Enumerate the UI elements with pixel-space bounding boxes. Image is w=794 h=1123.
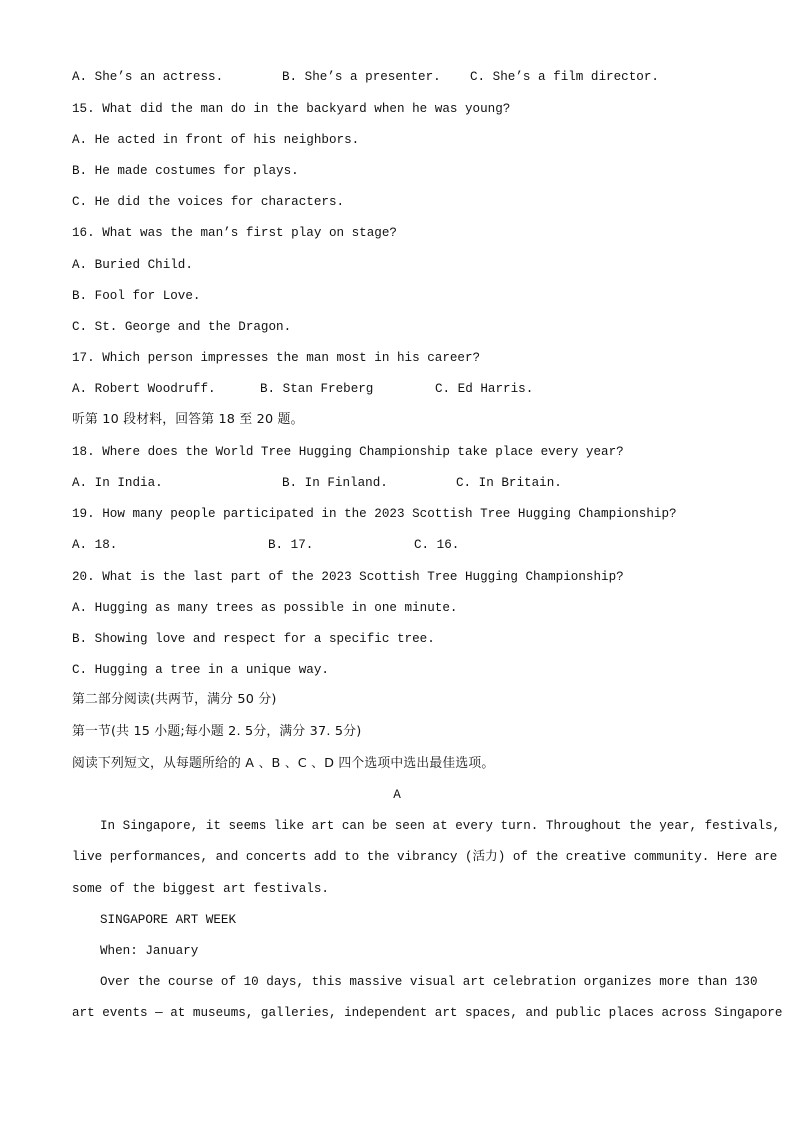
section1-heading: 第一节(共 15 小题;每小题 2. 5分，满分 37. 5分) bbox=[72, 724, 362, 739]
passage-p2-line2: art events — at museums, galleries, independent art spaces, and public places across Singapore bbox=[72, 1006, 783, 1020]
q20-question: 20. What is the last part of the 2023 Scottish Tree Hugging Championship? bbox=[72, 570, 624, 584]
q14-option-b: B. She’s a presenter. bbox=[282, 70, 441, 84]
event-when: When: January bbox=[100, 944, 199, 958]
q15-question: 15. What did the man do in the backyard when he was young? bbox=[72, 102, 511, 116]
q17-question: 17. Which person impresses the man most in his career? bbox=[72, 351, 481, 365]
passage-label: A bbox=[393, 788, 401, 802]
q19-option-c: C. 16. bbox=[414, 538, 460, 552]
q18-option-c: C. In Britain. bbox=[456, 476, 562, 490]
reading-instruction: 阅读下列短文，从每题所给的 A 、B 、C 、D 四个选项中选出最佳选项。 bbox=[72, 756, 495, 771]
q18-option-b: B. In Finland. bbox=[282, 476, 388, 490]
q20-option-c: C. Hugging a tree in a unique way. bbox=[72, 663, 329, 677]
passage-p1-line1: In Singapore, it seems like art can be seen at every turn. Throughout the year, festivals, bbox=[100, 819, 781, 833]
q15-option-c: C. He did the voices for characters. bbox=[72, 195, 345, 209]
q18-option-a: A. In India. bbox=[72, 476, 163, 490]
passage-p2-line1: Over the course of 10 days, this massive visual art celebration organizes more than 130 bbox=[100, 975, 758, 989]
part2-heading: 第二部分阅读(共两节，满分 50 分) bbox=[72, 692, 277, 707]
passage-p1-line3: some of the biggest art festivals. bbox=[72, 882, 329, 896]
q15-option-b: B. He made costumes for plays. bbox=[72, 164, 299, 178]
q20-option-a: A. Hugging as many trees as possible in one minute. bbox=[72, 601, 458, 615]
q16-option-c: C. St. George and the Dragon. bbox=[72, 320, 292, 334]
q17-option-c: C. Ed Harris. bbox=[435, 382, 534, 396]
q16-option-a: A. Buried Child. bbox=[72, 258, 193, 272]
q14-option-c: C. She’s a film director. bbox=[470, 70, 659, 84]
q19-option-b: B. 17. bbox=[268, 538, 314, 552]
q17-option-a: A. Robert Woodruff. bbox=[72, 382, 216, 396]
section10-instruction: 听第 10 段材料，回答第 18 至 20 题。 bbox=[72, 412, 304, 427]
q20-option-b: B. Showing love and respect for a specific tree. bbox=[72, 632, 435, 646]
q19-option-a: A. 18. bbox=[72, 538, 118, 552]
passage-p1-line2: live performances, and concerts add to the vibrancy (活力) of the creative community. Here are bbox=[72, 850, 778, 864]
q17-option-b: B. Stan Freberg bbox=[260, 382, 374, 396]
q16-option-b: B. Fool for Love. bbox=[72, 289, 201, 303]
q18-question: 18. Where does the World Tree Hugging Championship take place every year? bbox=[72, 445, 624, 459]
q14-option-a: A. She’s an actress. bbox=[72, 70, 224, 84]
q19-question: 19. How many people participated in the 2023 Scottish Tree Hugging Championship? bbox=[72, 507, 677, 521]
event-title: SINGAPORE ART WEEK bbox=[100, 913, 237, 927]
q16-question: 16. What was the man’s first play on stage? bbox=[72, 226, 397, 240]
q15-option-a: A. He acted in front of his neighbors. bbox=[72, 133, 360, 147]
